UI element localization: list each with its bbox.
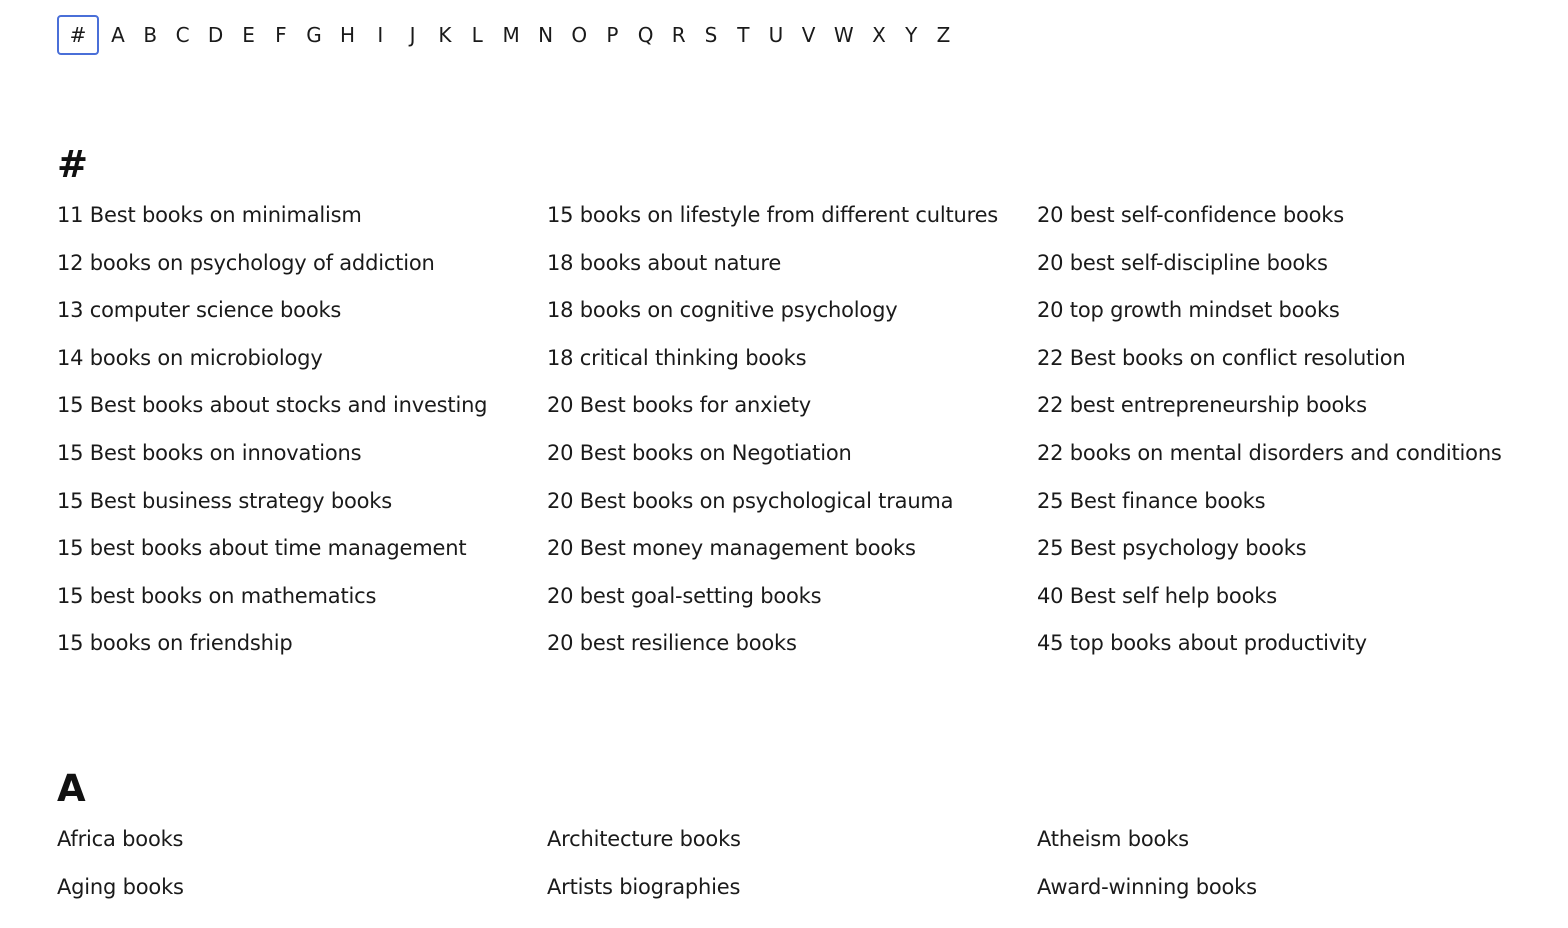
topic-link[interactable]: 20 best self-discipline books: [1037, 250, 1328, 275]
alpha-nav-letter-j[interactable]: J: [409, 23, 416, 47]
topic-link[interactable]: 15 Best books on innovations: [57, 440, 362, 465]
topic-link[interactable]: 13 computer science books: [57, 298, 342, 323]
alpha-nav-letter-l[interactable]: L: [471, 23, 483, 47]
alpha-nav-letter-i[interactable]: I: [377, 23, 384, 47]
alpha-nav-letter-m[interactable]: M: [502, 23, 520, 47]
alpha-nav-letter-x[interactable]: X: [872, 23, 886, 47]
topic-link[interactable]: 25 Best psychology books: [1037, 536, 1307, 561]
alpha-nav-letter-y[interactable]: Y: [905, 23, 918, 47]
alpha-nav-letter-r[interactable]: R: [671, 23, 686, 47]
topic-link[interactable]: 18 books about nature: [547, 250, 782, 275]
topic-link[interactable]: 22 books on mental disorders and conditions: [1037, 440, 1502, 465]
topic-link[interactable]: 20 Best books for anxiety: [547, 393, 811, 418]
topic-link[interactable]: 15 books on friendship: [57, 631, 293, 656]
alpha-nav-letter-f[interactable]: F: [275, 23, 287, 47]
alpha-nav-letter-t[interactable]: T: [737, 23, 750, 47]
topic-link[interactable]: 15 Best books about stocks and investing: [57, 393, 488, 418]
topic-link[interactable]: Award-winning books: [1037, 874, 1257, 899]
section-heading-a: A: [57, 767, 86, 810]
alpha-nav-letter-n[interactable]: N: [538, 23, 554, 47]
section-hash: [57, 142, 1517, 668]
topic-link[interactable]: 25 Best finance books: [1037, 488, 1266, 513]
topic-list-hash: [57, 192, 1517, 668]
section-a: [57, 766, 1517, 911]
topic-link[interactable]: 22 best entrepreneurship books: [1037, 393, 1367, 418]
alpha-nav-letter-z[interactable]: Z: [936, 23, 951, 47]
topic-link[interactable]: Atheism books: [1037, 827, 1189, 851]
topic-link[interactable]: 14 books on microbiology: [57, 345, 323, 370]
alpha-nav-letter-u[interactable]: U: [768, 23, 784, 47]
alpha-nav-letter-e[interactable]: E: [242, 23, 255, 47]
alpha-nav-letter-g[interactable]: G: [306, 23, 322, 47]
alpha-nav-letter-s[interactable]: S: [704, 23, 718, 47]
alpha-nav-letter-h[interactable]: H: [339, 23, 356, 47]
topic-link[interactable]: 22 Best books on conflict resolution: [1037, 345, 1406, 370]
alpha-nav-letter-hash[interactable]: #: [57, 15, 99, 55]
section-heading-hash: #: [57, 143, 89, 186]
alpha-nav-letter-q[interactable]: Q: [637, 23, 654, 47]
topic-link[interactable]: 18 books on cognitive psychology: [547, 298, 898, 323]
topic-link[interactable]: 45 top books about productivity: [1037, 631, 1367, 656]
alpha-nav-letter-c[interactable]: C: [175, 23, 190, 47]
alpha-nav-letter-o[interactable]: O: [571, 23, 588, 47]
topic-link[interactable]: 20 best goal-setting books: [547, 583, 822, 608]
topic-link[interactable]: 20 Best books on Negotiation: [547, 440, 852, 465]
alpha-nav-letter-a[interactable]: A: [111, 23, 125, 47]
topic-link[interactable]: Africa books: [57, 827, 184, 851]
alpha-nav-letter-d[interactable]: D: [207, 23, 224, 47]
topic-link[interactable]: Architecture books: [547, 827, 741, 851]
topic-link[interactable]: 20 Best money management books: [547, 536, 916, 561]
topic-link[interactable]: 18 critical thinking books: [547, 345, 807, 370]
alpha-nav-letter-k[interactable]: K: [438, 23, 452, 47]
alphabet-index-nav: [57, 14, 961, 56]
topic-link[interactable]: Artists biographies: [547, 874, 741, 899]
topic-link[interactable]: 40 Best self help books: [1037, 583, 1277, 608]
topic-link[interactable]: Aging books: [57, 874, 184, 899]
topic-link[interactable]: 12 books on psychology of addiction: [57, 250, 435, 275]
alpha-nav-letter-v[interactable]: V: [801, 23, 816, 47]
topic-link[interactable]: 20 Best books on psychological trauma: [547, 488, 954, 513]
topic-link[interactable]: 15 Best business strategy books: [57, 488, 392, 513]
topic-link[interactable]: 15 best books on mathematics: [57, 583, 377, 608]
alpha-nav-letter-b[interactable]: B: [143, 23, 158, 47]
topic-link[interactable]: 20 top growth mindset books: [1037, 298, 1340, 323]
topic-link[interactable]: 20 best self-confidence books: [1037, 203, 1344, 227]
alpha-nav-letter-w[interactable]: W: [833, 23, 854, 47]
topic-link[interactable]: 15 books on lifestyle from different cultures: [547, 203, 999, 227]
topic-list-a: [57, 816, 1517, 911]
topic-link[interactable]: 20 best resilience books: [547, 631, 797, 656]
topic-link[interactable]: 11 Best books on minimalism: [57, 203, 362, 227]
topic-link[interactable]: 15 best books about time management: [57, 536, 467, 561]
alpha-nav-letter-p[interactable]: P: [606, 23, 619, 47]
